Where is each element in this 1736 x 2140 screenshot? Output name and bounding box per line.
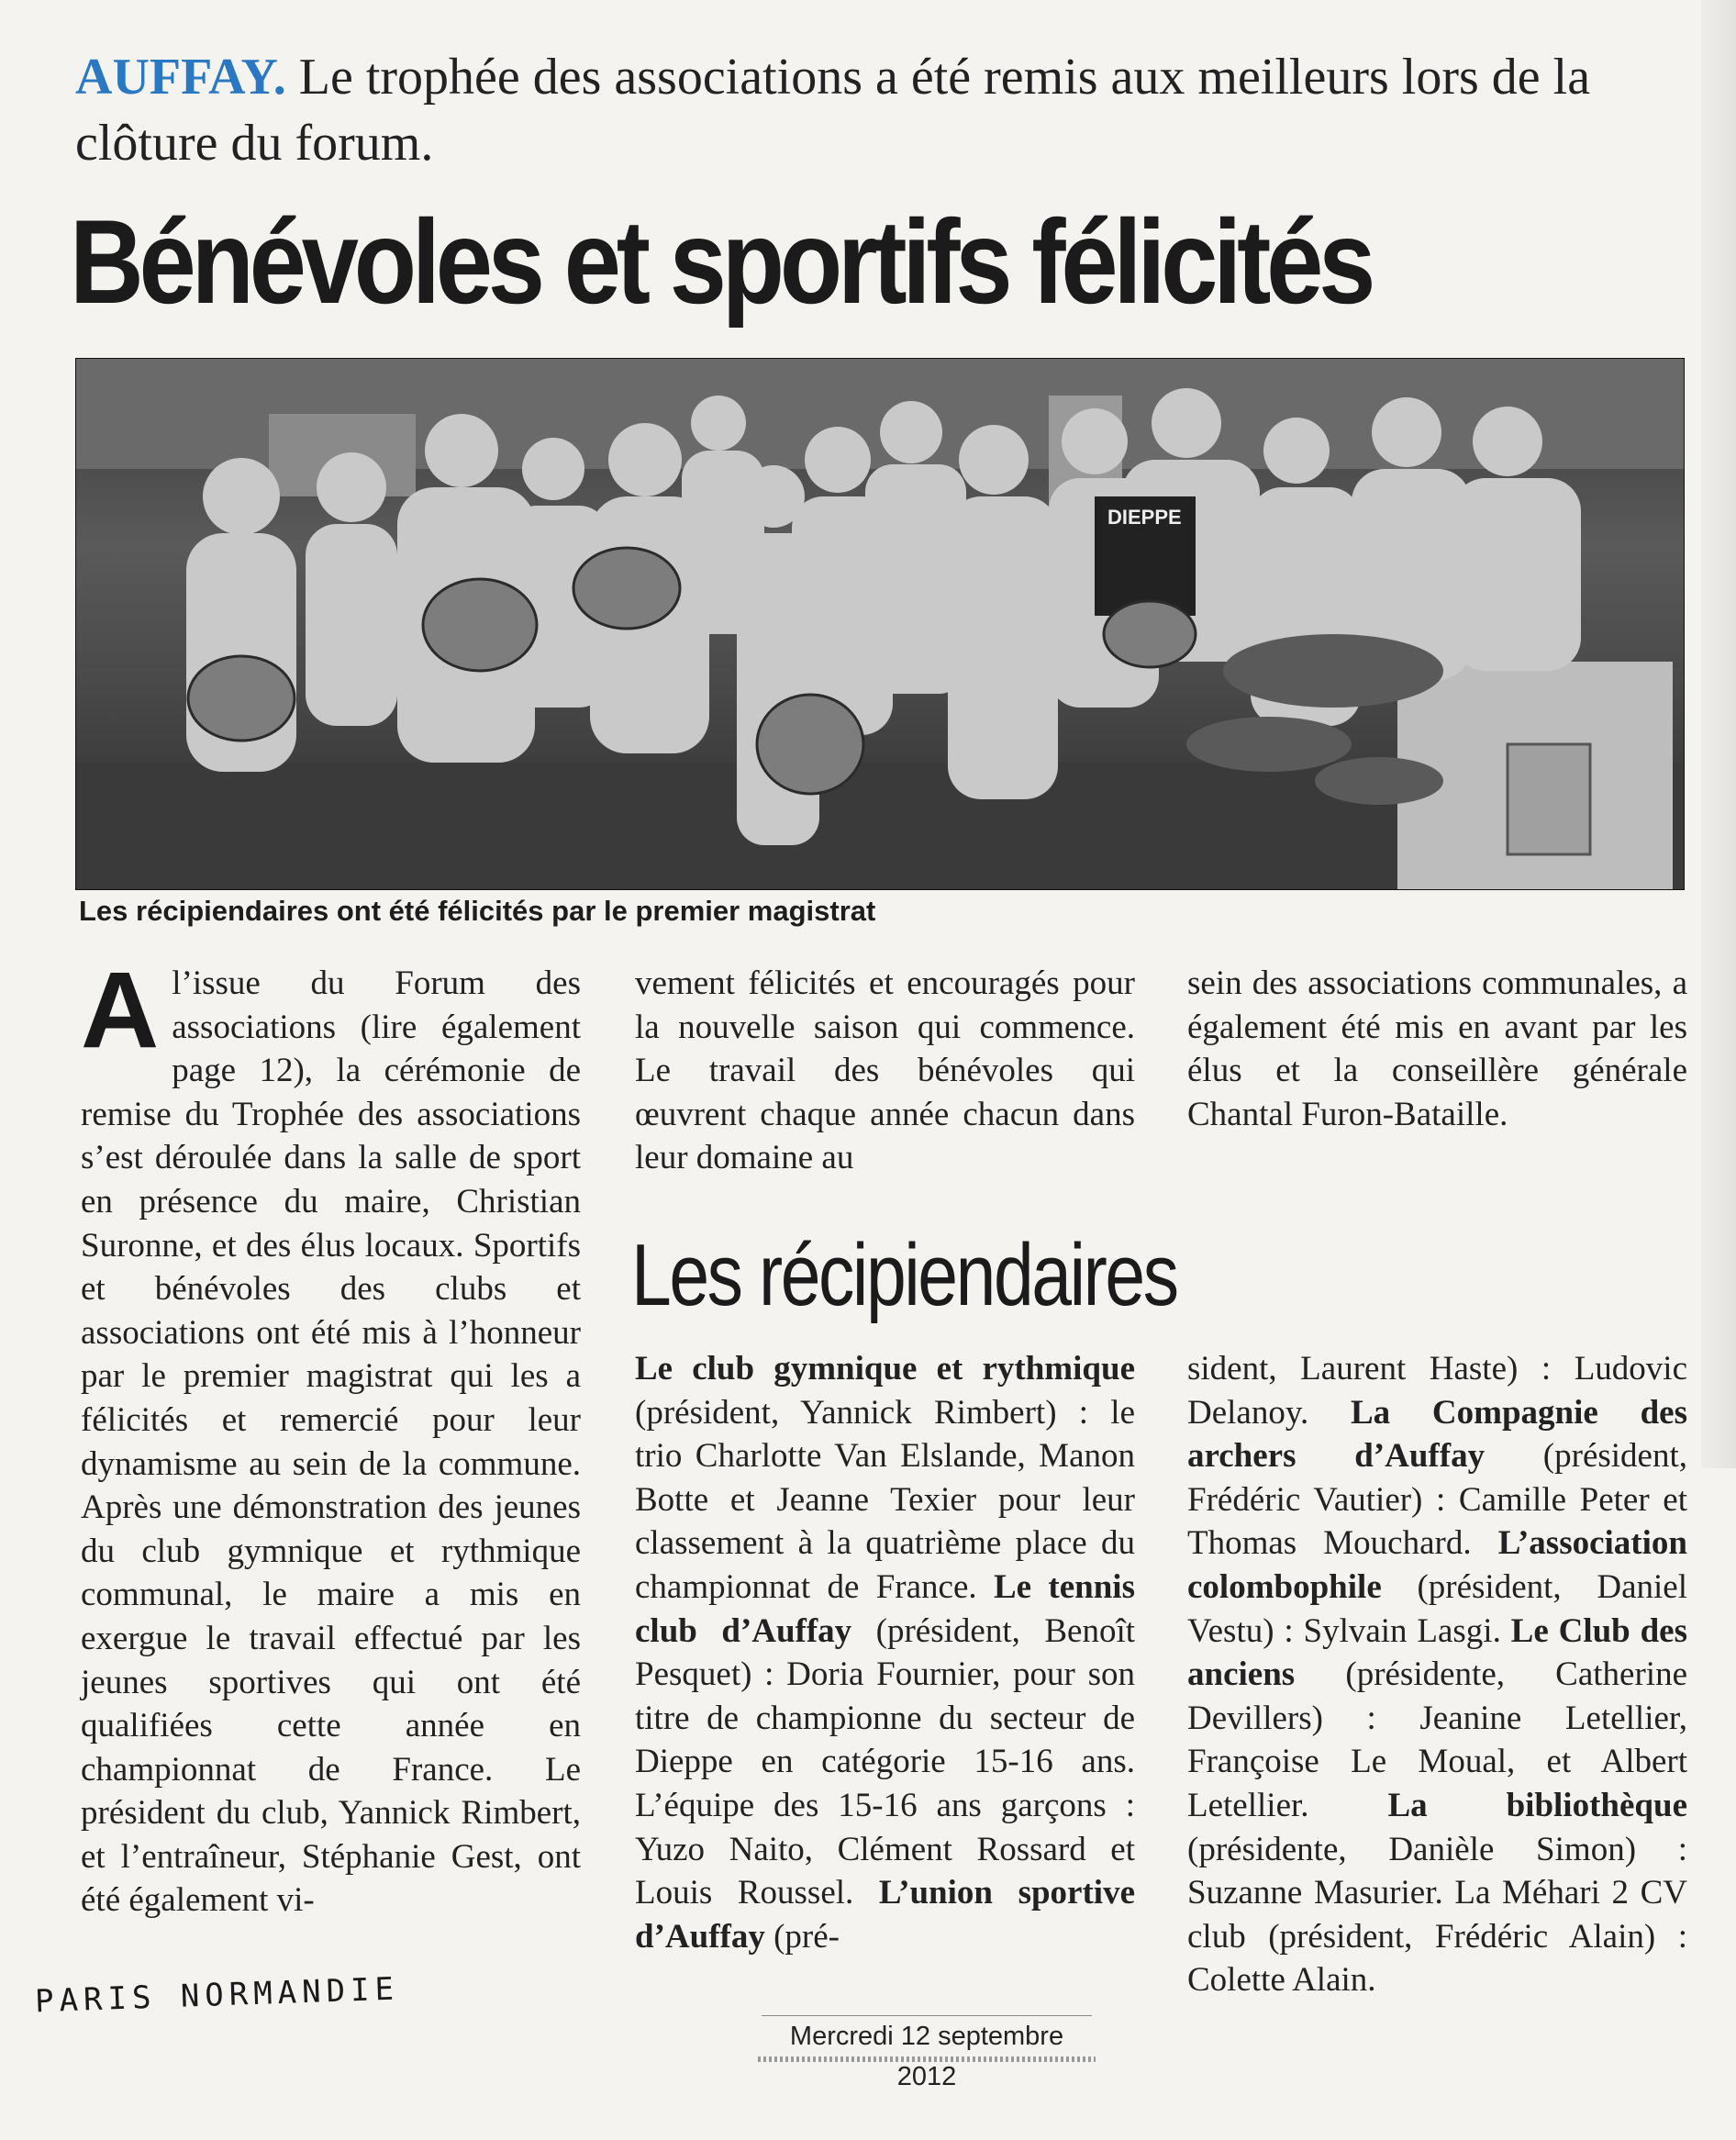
- recipient-club: L’union sportive d’Auffay: [635, 1874, 1135, 1956]
- article-column-2: [635, 962, 1135, 1180]
- recipient-detail: (président, Frédéric Vautier) : Camille Peter et Thomas Mouchard.: [1187, 1437, 1688, 1563]
- kicker-text: Le trophée des associations a été remis aux meilleurs lors de la clôture du forum.: [75, 49, 1591, 172]
- handwritten-note: PARIS NORMANDIE: [34, 1970, 400, 2021]
- recipients-text-2: [635, 1347, 1135, 1958]
- recipient-detail: (pré-: [764, 1917, 840, 1956]
- photo-illustration: [76, 359, 1684, 889]
- recipient-club: Le tennis club d’Auffay: [635, 1567, 1135, 1650]
- recipient-club: La Compagnie des archers d’Auffay: [1187, 1393, 1687, 1476]
- drop-cap: A: [81, 950, 160, 1071]
- headline: Bénévoles et sportifs félicités: [70, 195, 1372, 329]
- recipient-detail: sident, Laurent Haste) : Ludovic Delanoy.: [1187, 1350, 1687, 1432]
- article-column-1: [81, 950, 581, 1923]
- recipients-text-3: [1187, 1347, 1687, 2002]
- recipients-title: Les récipiendaires: [631, 1226, 1177, 1324]
- adjacent-page-bleed: [1701, 0, 1736, 1468]
- publication-date: Mercredi 12 septembre 2012: [762, 2015, 1092, 2056]
- recipient-detail: (président, Daniel Vestu) : Sylvain Lasgi.: [1187, 1567, 1687, 1650]
- recipient-club: Le club gymnique et rythmique: [635, 1350, 1135, 1388]
- recipient-detail: (président, Yannick Rimbert) : le trio Charlotte Van Elslande, Manon Botte et Jeanne Texier pour leur classement à la quatrième place du championnat de France.: [635, 1393, 1135, 1606]
- article-column-3: [1187, 962, 1687, 1136]
- article-text-3: sein des associations communales, a également été mis en avant par les élus et la conseillère générale Chantal Furon-Bataille.: [1187, 964, 1687, 1133]
- recipients-column-3: [1187, 1347, 1687, 2002]
- recipient-detail: (présidente, Catherine Devillers) : Jeanine Letellier, Françoise Le Moual, et Albert Letellier.: [1187, 1655, 1687, 1824]
- group-photo: [75, 358, 1685, 890]
- shirt-text: DIEPPE: [1107, 506, 1182, 529]
- recipient-club: La bibliothèque: [1387, 1786, 1687, 1824]
- recipients-column-2: [635, 1347, 1135, 1958]
- photo-caption: Les récipiendaires ont été félicités par le premier magistrat: [79, 895, 876, 927]
- recipient-club: L’association colombophile: [1187, 1524, 1687, 1606]
- kicker: [75, 44, 1690, 176]
- recipient-detail: (présidente, Danièle Simon) : Suzanne Masurier. La Méhari 2 CV club (président, Frédéric Alain) : Colette Alain.: [1187, 1830, 1687, 2000]
- kicker-place: AUFFAY.: [75, 49, 286, 106]
- recipient-club: Le Club des anciens: [1187, 1611, 1687, 1694]
- article-text-2: vement félicités et encouragés pour la nouvelle saison qui commence. Le travail des bénévoles qui œuvrent chaque année chacun dans leur domaine au: [635, 964, 1135, 1177]
- recipient-detail: (président, Benoît Pesquet) : Doria Fournier, pour son titre de championne du secteur de Dieppe en catégorie 15-16 ans. L’équipe des 15-16 ans garçons : Yuzo Naito, Clément Rossard et Louis Roussel.: [635, 1611, 1136, 1912]
- article-text-1: l’issue du Forum des associations (lire également page 12), la cérémonie de remise du Trophée des associations s’est déroulée dans la salle de sport en présence du maire, Christian Suronne, et des élus locaux. Sportifs et bénévoles des clubs et associations ont été mis à l’honneur par le premier magistrat qui les a félicités et remercié pour leur dynamisme au sein de la commune. Après une démonstration des jeunes du club gymnique et rythmique communal, le maire a mis en exergue le travail effectué par les jeunes sportives qui ont été qualifiées cette année en championnat de France. Le président du club, Yannick Rimbert, et l’entraîneur, Stéphanie Gest, ont été également vi-: [81, 964, 581, 1920]
